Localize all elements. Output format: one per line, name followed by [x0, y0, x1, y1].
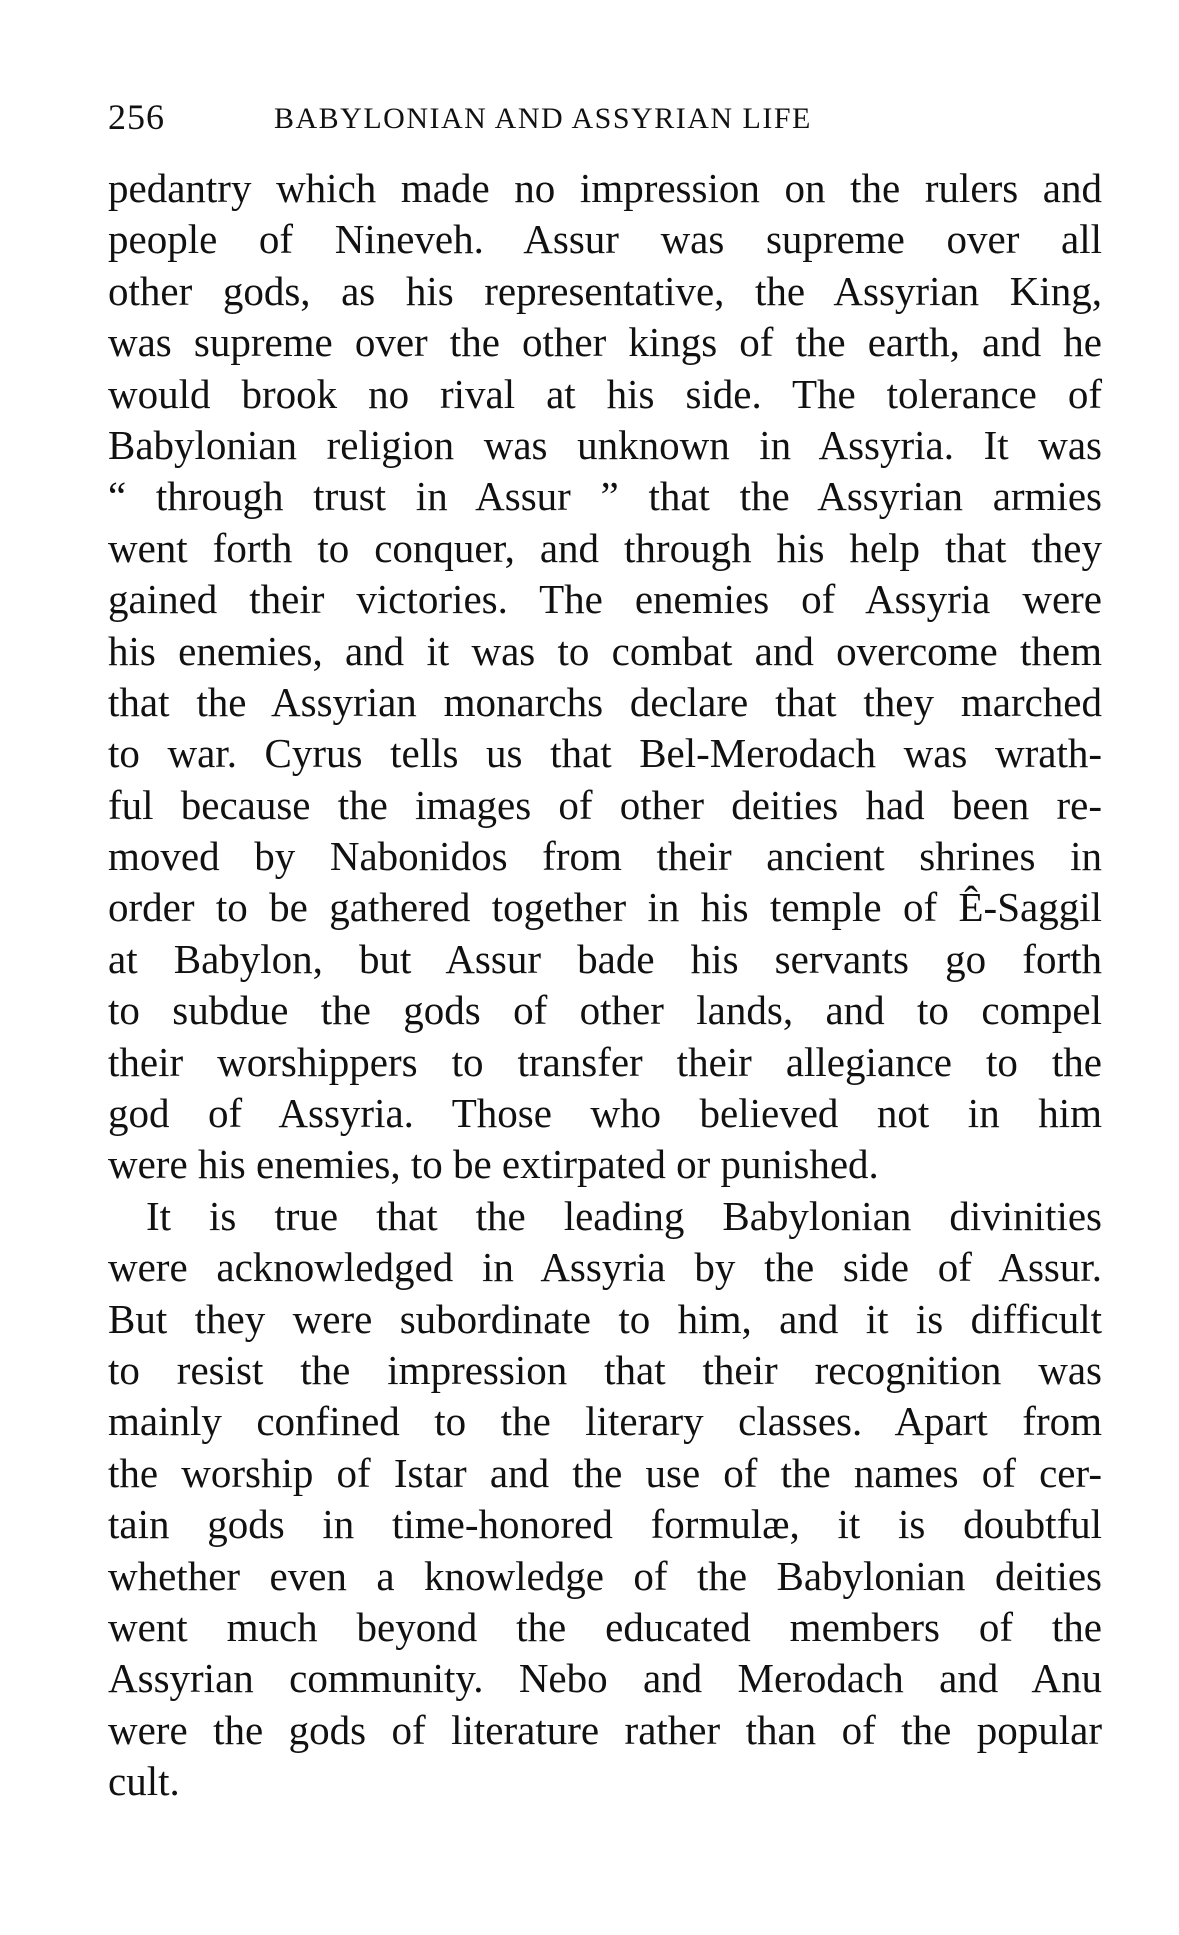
text-line: whether even a knowledge of the Babylonian deities — [108, 1552, 1102, 1599]
text-line: their worshippers to transfer their allegiance to the — [108, 1038, 1102, 1085]
page-number: 256 — [108, 97, 165, 137]
running-head — [108, 92, 1102, 142]
text-line: other gods, as his representative, the Assyrian King, — [108, 267, 1102, 314]
text-line: moved by Nabonidos from their ancient shrines in — [108, 833, 1102, 880]
text-line: went forth to conquer, and through his help that they — [108, 524, 1102, 571]
text-line: It is true that the leading Babylonian divinities — [146, 1192, 1102, 1239]
text-line: But they were subordinate to him, and it is difficult — [108, 1295, 1102, 1342]
text-line: that the Assyrian monarchs declare that they marched — [108, 678, 1102, 725]
running-title: BABYLONIAN AND ASSYRIAN LIFE — [274, 102, 812, 135]
paragraph-1 — [108, 163, 1102, 1191]
text-line: mainly confined to the literary classes. Apart from — [108, 1398, 1102, 1445]
text-line: people of Nineveh. Assur was supreme over all — [108, 216, 1102, 263]
body-text — [108, 163, 1102, 1808]
text-line: “ through trust in Assur ” that the Assyrian armies — [108, 473, 1102, 520]
text-line: were the gods of literature rather than of the popular — [108, 1706, 1102, 1753]
text-line: to subdue the gods of other lands, and to compel — [108, 987, 1102, 1034]
text-line: the worship of Istar and the use of the names of cer- — [108, 1449, 1102, 1496]
text-line: Babylonian religion was unknown in Assyria. It was — [108, 421, 1102, 468]
text-line: were acknowledged in Assyria by the side of Assur. — [108, 1244, 1102, 1291]
text-line: cult. — [108, 1758, 180, 1805]
text-line: Assyrian community. Nebo and Merodach and Anu — [108, 1655, 1102, 1702]
text-line: his enemies, and it was to combat and overcome them — [108, 627, 1102, 674]
text-line: gained their victories. The enemies of Assyria were — [108, 576, 1102, 623]
text-line: would brook no rival at his side. The tolerance of — [108, 370, 1102, 417]
text-line: to war. Cyrus tells us that Bel-Merodach was wrath- — [108, 730, 1102, 777]
text-line: was supreme over the other kings of the earth, and he — [108, 319, 1102, 366]
text-line: to resist the impression that their recognition was — [108, 1346, 1102, 1393]
text-line: order to be gathered together in his temple of Ê-Saggil — [108, 884, 1102, 931]
paragraph-2 — [108, 1191, 1102, 1808]
text-line: went much beyond the educated members of the — [108, 1603, 1102, 1650]
text-line: pedantry which made no impression on the rulers and — [108, 165, 1102, 211]
text-line: ful because the images of other deities had been re- — [108, 781, 1102, 828]
text-line: tain gods in time-honored formulæ, it is doubtful — [108, 1501, 1102, 1548]
text-line: were his enemies, to be extirpated or punished. — [108, 1141, 879, 1188]
text-line: god of Assyria. Those who believed not in him — [108, 1090, 1102, 1137]
text-line: at Babylon, but Assur bade his servants go forth — [108, 935, 1102, 982]
